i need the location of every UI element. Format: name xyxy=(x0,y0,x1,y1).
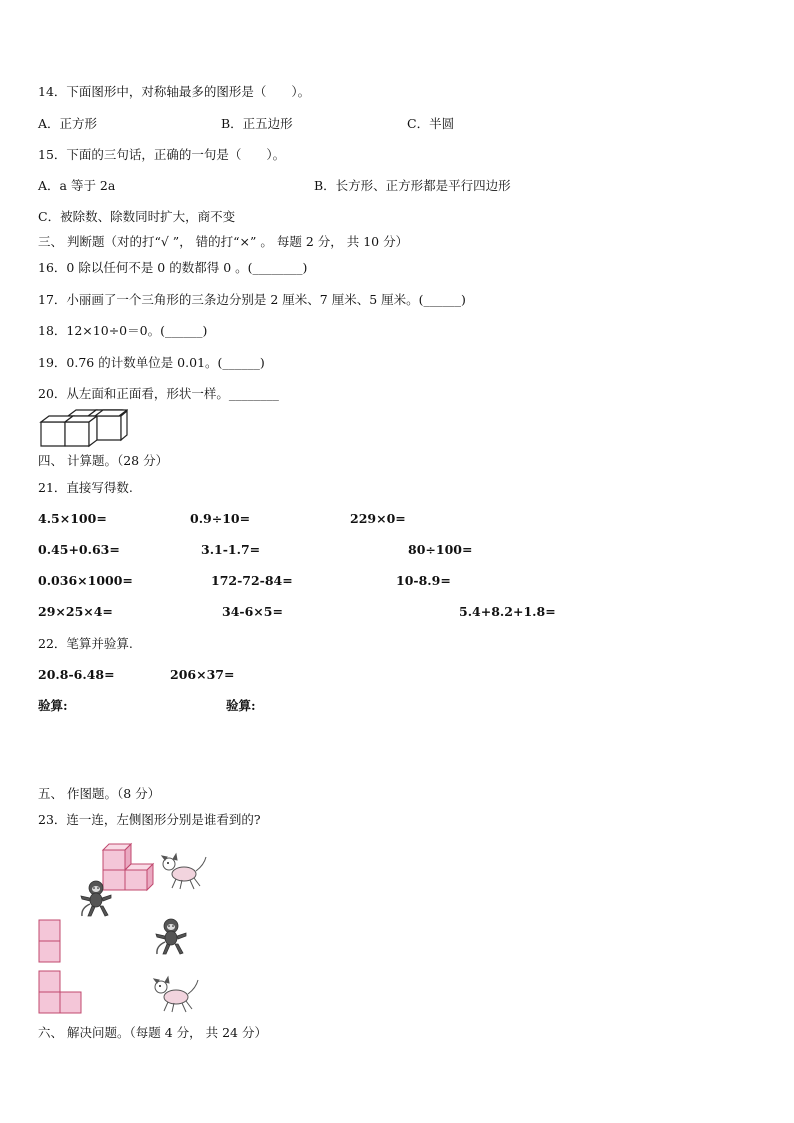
q15-option-a[interactable]: A．a 等于 2a xyxy=(38,178,116,193)
q23-stem: 23．连一连，左侧图形分别是谁看到的? xyxy=(38,812,261,827)
q15-option-b[interactable]: B．长方形、正方形都是平行四边形 xyxy=(314,178,511,193)
q22-problem-1: 20.8-6.48= xyxy=(38,667,115,682)
q21-item: 172-72-84= xyxy=(211,573,293,588)
section-4-title: 四、 计算题。（28 分） xyxy=(38,453,169,468)
q21-item: 34-6×5= xyxy=(222,604,283,619)
section-3-title: 三、 判断题（对的打“√ ”， 错的打“×” 。 每题 2 分， 共 10 分） xyxy=(38,234,409,249)
q14-option-c[interactable]: C．半圆 xyxy=(407,116,455,131)
q22-check-label-2: 验算: xyxy=(226,698,256,713)
q19-statement: 19．0.76 的计数单位是 0.01。(______) xyxy=(38,355,265,370)
section-5-title: 五、 作图题。（8 分） xyxy=(38,786,161,801)
q20-cubes-figure xyxy=(38,406,128,448)
q17-statement: 17．小丽画了一个三角形的三条边分别是 2 厘米、7 厘米、5 厘米。(______) xyxy=(38,292,466,307)
q21-item: 0.9÷10= xyxy=(190,511,251,526)
q22-problem-2: 206×37= xyxy=(170,667,235,682)
q18-statement: 18．12×10÷0＝0。(______) xyxy=(38,323,208,338)
q21-item: 5.4+8.2+1.8= xyxy=(459,604,556,619)
q16-statement: 16．0 除以任何不是 0 的数都得 0 。(________) xyxy=(38,260,308,275)
dog-icon[interactable] xyxy=(152,975,200,1015)
q21-item: 10-8.9= xyxy=(396,573,451,588)
q15-option-c[interactable]: C．被除数、除数同时扩大，商不变 xyxy=(38,209,236,224)
q14-stem: 14．下面图形中，对称轴最多的图形是（ ）。 xyxy=(38,84,311,99)
q21-item: 0.45+0.63= xyxy=(38,542,120,557)
q21-item: 4.5×100= xyxy=(38,511,107,526)
q21-item: 229×0= xyxy=(350,511,406,526)
view-figure-l-shape[interactable] xyxy=(38,970,84,1016)
q15-stem: 15．下面的三句话，正确的一句是（ ）。 xyxy=(38,147,286,162)
view-figure-vertical[interactable] xyxy=(38,919,62,965)
section-6-title: 六、 解决问题。（每题 4 分， 共 24 分） xyxy=(38,1025,267,1040)
dog-icon xyxy=(160,852,208,892)
q20-statement: 20．从左面和正面看，形状一样。________ xyxy=(38,386,279,401)
q21-item: 80÷100= xyxy=(408,542,473,557)
q21-stem: 21．直接写得数. xyxy=(38,480,133,495)
monkey-icon[interactable] xyxy=(153,918,189,956)
q22-stem: 22．笔算并验算. xyxy=(38,636,133,651)
q21-item: 29×25×4= xyxy=(38,604,113,619)
q14-option-b[interactable]: B．正五边形 xyxy=(221,116,293,131)
q22-check-label-1: 验算: xyxy=(38,698,68,713)
q14-option-a[interactable]: A．正方形 xyxy=(38,116,98,131)
monkey-icon xyxy=(78,880,114,918)
q21-item: 3.1-1.7= xyxy=(201,542,261,557)
q21-item: 0.036×1000= xyxy=(38,573,133,588)
